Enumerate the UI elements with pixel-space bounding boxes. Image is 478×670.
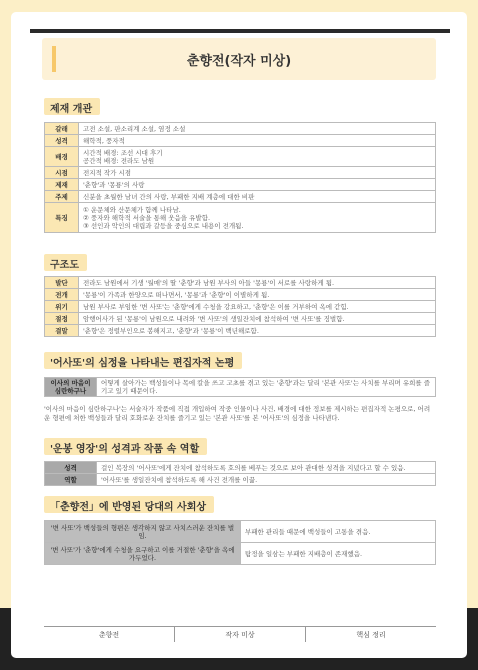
structure-row-value bbox=[79, 277, 436, 289]
text-line: ② 풍자와 해학적 서술을 통해 웃음을 유발함. bbox=[83, 213, 211, 222]
page-title: 춘향전(작자 미상) bbox=[186, 54, 292, 69]
society-row-value bbox=[241, 543, 436, 565]
overview-row-key: 시점 bbox=[45, 167, 79, 179]
overview-row bbox=[45, 123, 436, 135]
text-line: '춘향'은 정렬부인으로 봉해지고, '춘향'과 '몽룡'이 백년해로함. bbox=[83, 326, 259, 335]
text-line: 전지적 작가 시점 bbox=[83, 168, 132, 177]
overview-row-value bbox=[79, 179, 436, 191]
section-heading-commentary: '어사또'의 심정을 나타내는 편집자적 논평 bbox=[44, 352, 242, 369]
character-row-value bbox=[97, 474, 436, 486]
society-table bbox=[44, 520, 436, 565]
text-line: 암행어사가 된 '몽룡'이 남원으로 내려와 '변 사또'의 생일잔치에 참석하여 '변 사또'를 징벌함. bbox=[83, 314, 345, 323]
society-row bbox=[45, 543, 436, 565]
structure-row-value bbox=[79, 289, 436, 301]
text-line: 전라도 남원에서 기생 '월매'의 딸 '춘향'과 남원 부사의 아들 '몽룡'이 서로를 사랑하게 됨. bbox=[83, 278, 335, 287]
character-row-key: 역할 bbox=[45, 474, 97, 486]
overview-row bbox=[45, 179, 436, 191]
overview-row bbox=[45, 203, 436, 233]
overview-row bbox=[45, 191, 436, 203]
society-row bbox=[45, 521, 436, 543]
structure-row-key: 발단 bbox=[45, 277, 79, 289]
overview-row bbox=[45, 135, 436, 147]
section-heading-overview: 제재 개관 bbox=[44, 98, 100, 115]
structure-row-key: 전개 bbox=[45, 289, 79, 301]
section-heading-society: 「춘향전」에 반영된 당대의 사회상 bbox=[44, 496, 214, 513]
text-line: ① 운문체와 산문체가 함께 나타남. bbox=[83, 205, 181, 214]
overview-row-key: 특징 bbox=[45, 203, 79, 233]
text-line: 탐정을 일삼는 부패한 지배층이 존재했음. bbox=[245, 549, 363, 558]
structure-table bbox=[44, 276, 436, 337]
structure-row bbox=[45, 301, 436, 313]
overview-row-value bbox=[79, 123, 436, 135]
character-row bbox=[45, 462, 436, 474]
footer-section: 핵심 정리 bbox=[305, 627, 436, 642]
overview-row-key: 성격 bbox=[45, 135, 79, 147]
text-line: 남원 부사로 부임한 '변 사또'는 '춘향'에게 수청을 강요하고, '춘향'은 이를 거부하여 옥에 갇힘. bbox=[83, 302, 349, 311]
text-line: 걸인 복장의 '어사또'에게 잔치에 참석하도록 호의를 베푸는 것으로 보아 관대한 성격을 지녔다고 할 수 있음. bbox=[101, 463, 406, 472]
overview-row-value bbox=[79, 203, 436, 233]
section-heading-character: '운봉 영장'의 성격과 작품 속 역할 bbox=[44, 438, 207, 455]
overview-row bbox=[45, 167, 436, 179]
overview-row-value bbox=[79, 147, 436, 167]
structure-row-value bbox=[79, 301, 436, 313]
structure-row bbox=[45, 289, 436, 301]
commentary-paragraph: '이사의 마음이 심란하구나'는 서술자가 작품에 직접 개입하여 작중 인물이나 사건, 배경에 대한 정보를 제시하는 편집자적 논평으로, 어려운 형편에 처한 백성들과 달리 호화로운 잔치를 즐기고 있는 '본관 사또'를 본 '어사또'의 심정을 나타낸다. bbox=[44, 405, 431, 422]
character-row-key: 성격 bbox=[45, 462, 97, 474]
text-line: 시간적 배경: 조선 시대 후기 bbox=[83, 148, 163, 157]
text-line: 해학적, 풍자적 bbox=[83, 136, 125, 145]
page-footer bbox=[44, 626, 436, 642]
footer-work-title: 춘향전 bbox=[98, 631, 120, 639]
commentary-key: 이사의 마음이 심란하구나 bbox=[45, 378, 97, 397]
section-heading-structure: 구조도 bbox=[44, 254, 87, 271]
text-line: 고전 소설, 판소리계 소설, 염정 소설 bbox=[83, 124, 186, 133]
character-table bbox=[44, 461, 436, 486]
society-row-value bbox=[241, 521, 436, 543]
overview-row-value bbox=[79, 191, 436, 203]
structure-row-key: 절정 bbox=[45, 313, 79, 325]
character-row-value bbox=[97, 462, 436, 474]
text-line: '어사또'를 생일잔치에 참석하도록 해 사건 전개를 이끎. bbox=[101, 475, 258, 484]
structure-row-value bbox=[79, 325, 436, 337]
text-line: '몽룡'이 가족과 한양으로 떠나면서, '몽룡'과 '춘향'이 이별하게 됨. bbox=[83, 290, 270, 299]
commentary-table bbox=[44, 377, 436, 397]
society-row-key: '변 사또'가 백성들의 형편은 생각하지 않고 사치스러운 잔치를 벌임. bbox=[45, 521, 241, 543]
footer-author: 작자 미상 bbox=[174, 627, 305, 642]
text-line: 공간적 배경: 전라도 남원 bbox=[83, 156, 155, 165]
top-rule bbox=[30, 29, 450, 33]
structure-row bbox=[45, 313, 436, 325]
structure-row bbox=[45, 325, 436, 337]
character-row bbox=[45, 474, 436, 486]
structure-row-value bbox=[79, 313, 436, 325]
commentary-value: 어떻게 살아가는 백성들이나 목에 칼을 쓰고 고초를 겪고 있는 '춘향'과는 달리 '본관 사또'는 사치를 부리며 유희를 즐기고 있기 때문이다. bbox=[97, 378, 436, 397]
structure-row-key: 결말 bbox=[45, 325, 79, 337]
structure-row-key: 위기 bbox=[45, 301, 79, 313]
society-row-key: '변 사또'가 '춘향'에게 수청을 요구하고 이를 거절한 '춘향'을 옥에 가두었다. bbox=[45, 543, 241, 565]
title-box bbox=[42, 38, 436, 80]
overview-table bbox=[44, 122, 436, 233]
overview-row-value bbox=[79, 135, 436, 147]
overview-row-key: 주제 bbox=[45, 191, 79, 203]
overview-row-key: 갈래 bbox=[45, 123, 79, 135]
overview-row-value bbox=[79, 167, 436, 179]
text-line: ③ 선인과 악인의 대립과 갈등을 중심으로 내용이 전개됨. bbox=[83, 221, 244, 230]
text-line: 부패한 관리들 때문에 백성들이 고통을 겪음. bbox=[245, 527, 371, 536]
structure-row bbox=[45, 277, 436, 289]
text-line: 신분을 초월한 남녀 간의 사랑, 부패한 지배 계층에 대한 비판 bbox=[83, 192, 255, 201]
text-line: '춘향'과 '몽룡'의 사랑 bbox=[83, 180, 145, 189]
overview-row-key: 제재 bbox=[45, 179, 79, 191]
overview-row-key: 배경 bbox=[45, 147, 79, 167]
overview-row bbox=[45, 147, 436, 167]
